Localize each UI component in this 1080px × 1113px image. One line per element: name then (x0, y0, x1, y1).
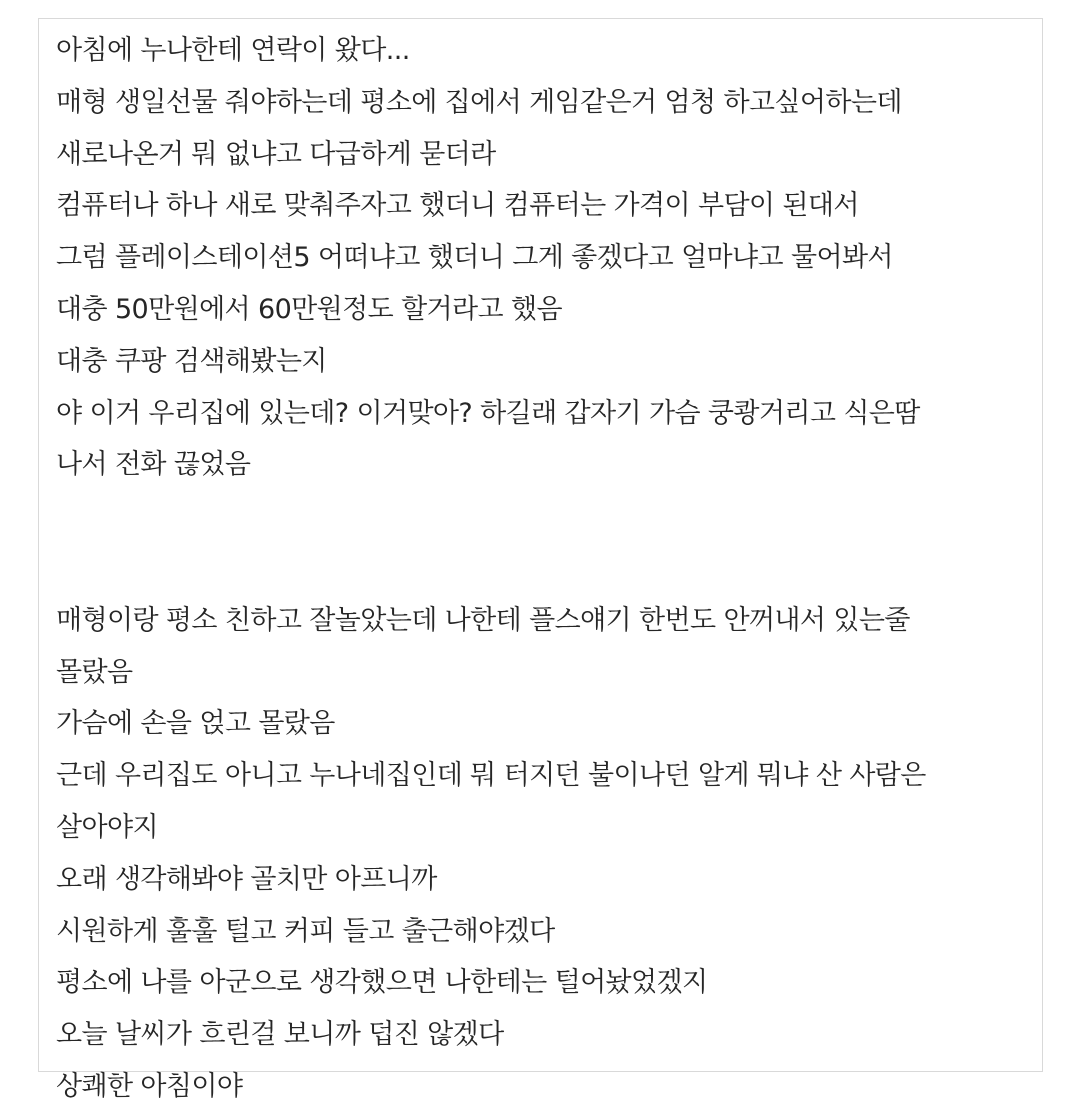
post-line: 매형 생일선물 줘야하는데 평소에 집에서 게임같은거 엄청 하고싶어하는데 (56, 86, 902, 118)
post-line: 대충 쿠팡 검색해봤는지 (56, 345, 327, 377)
post-line: 살아야지 (56, 811, 158, 843)
post-line: 매형이랑 평소 친하고 잘놀았는데 나한테 플스얘기 한번도 안꺼내서 있는줄 (56, 604, 910, 636)
post-line: 나서 전화 끊었음 (56, 449, 251, 481)
post-line: 오래 생각해봐야 골치만 아프니까 (56, 863, 437, 895)
post-line: 컴퓨터나 하나 새로 맞춰주자고 했더니 컴퓨터는 가격이 부담이 된대서 (56, 190, 859, 222)
post-line: 야 이거 우리집에 있는데? 이거맞아? 하길래 갑자기 가슴 쿵쾅거리고 식은땀 (56, 397, 920, 429)
post-body (56, 25, 1041, 1113)
post-line: 상쾌한 아침이야 (56, 1070, 243, 1102)
post-line: 시원하게 훌훌 털고 커피 들고 출근해야겠다 (56, 915, 555, 947)
post-line: 가슴에 손을 얹고 몰랐음 (56, 708, 335, 740)
post-card (38, 18, 1043, 1102)
post-line: 근데 우리집도 아니고 누나네집인데 뭐 터지던 불이나던 알게 뭐냐 산 사람은 (56, 760, 926, 792)
post-line: 새로나온거 뭐 없냐고 다급하게 묻더라 (56, 138, 496, 170)
post-line: 그럼 플레이스테이션5 어떠냐고 했더니 그게 좋겠다고 얼마냐고 물어봐서 (56, 242, 893, 274)
post-line: 평소에 나를 아군으로 생각했으면 나한테는 털어놨었겠지 (56, 967, 708, 999)
post-line: 오늘 날씨가 흐린걸 보니까 덥진 않겠다 (56, 1019, 504, 1051)
post-line: 아침에 누나한테 연락이 왔다... (56, 35, 410, 66)
paragraph-gap (56, 491, 1041, 595)
post-line: 몰랐음 (56, 656, 133, 688)
post-line: 대충 50만원에서 60만원정도 할거라고 했음 (56, 293, 562, 325)
